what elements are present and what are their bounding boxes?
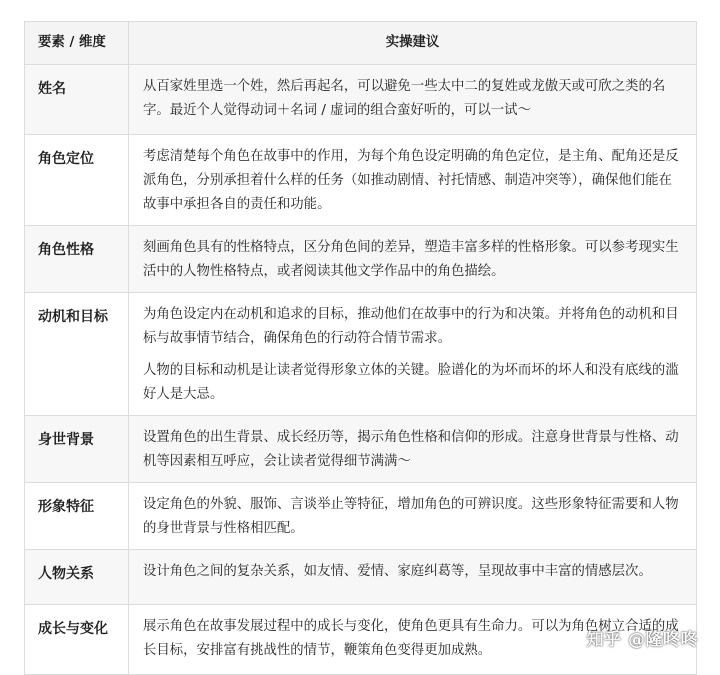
dimension-cell: 人物关系 (25, 550, 129, 605)
table-row (25, 226, 697, 293)
advice-cell (129, 293, 697, 416)
header-advice: 实操建议 (129, 22, 697, 65)
advice-cell (129, 226, 697, 293)
character-design-table (24, 21, 697, 675)
advice-cell (129, 550, 697, 605)
zhihu-watermark: 知乎 @隆咚咚 (586, 630, 698, 650)
dimension-cell: 身世背景 (25, 416, 129, 483)
advice-text: 设计角色之间的复杂关系，如友情、爱情、家庭纠葛等，呈现故事中丰富的情感层次。 (143, 564, 652, 579)
dimension-cell: 角色定位 (25, 135, 129, 226)
dimension-cell: 姓名 (25, 65, 129, 135)
table-row (25, 483, 697, 550)
advice-text: 设置角色的出生背景、成长经历等，揭示角色性格和信仰的形成。注意身世背景与性格、动机等因素相互呼应，会让读者觉得细节满满～ (143, 430, 679, 469)
advice-text: 考虑清楚每个角色在故事中的作用，为每个角色设定明确的角色定位，是主角、配角还是反派角色，分别承担着什么样的任务（如推动剧情、衬托情感、制造冲突等），确保他们能在故事中承担各自的责任和功能。 (143, 149, 679, 212)
dimension-cell: 动机和目标 (25, 293, 129, 416)
dimension-cell: 成长与变化 (25, 605, 129, 675)
table-header (25, 22, 697, 65)
table-row (25, 550, 697, 605)
advice-cell (129, 65, 697, 135)
advice-text: 为角色设定内在动机和追求的目标，推动他们在故事中的行为和决策。并将角色的动机和目标与故事情节结合，确保角色的行动符合情节需求。 (143, 307, 679, 346)
advice-text: 人物的目标和动机是让读者觉得形象立体的关键。脸谱化的为坏而坏的坏人和没有底线的滥好人是大忌。 (143, 363, 679, 402)
advice-text: 设定角色的外貌、服饰、言谈举止等特征，增加角色的可辨识度。这些形象特征需要和人物的身世背景与性格相匹配。 (143, 497, 679, 536)
advice-cell (129, 483, 697, 550)
table-row (25, 416, 697, 483)
dimension-cell: 形象特征 (25, 483, 129, 550)
advice-text: 从百家姓里选一个姓，然后再起名，可以避免一些太中二的复姓或龙傲天或可欣之类的名字。最近个人觉得动词＋名词 / 虚词的组合蛮好听的，可以一试～ (143, 79, 666, 118)
advice-text: 展示角色在故事发展过程中的成长与变化，使角色更具有生命力。可以为角色树立合适的成长目标，安排富有挑战性的情节，鞭策角色变得更加成熟。 (143, 619, 679, 658)
advice-cell (129, 135, 697, 226)
table-row (25, 65, 697, 135)
character-design-table-wrapper (24, 21, 696, 675)
table-row (25, 293, 697, 416)
advice-cell (129, 416, 697, 483)
table-row (25, 135, 697, 226)
header-row (25, 22, 697, 65)
table-body (25, 65, 697, 675)
header-dimension: 要素 / 维度 (25, 22, 129, 65)
advice-text: 刻画角色具有的性格特点，区分角色间的差异，塑造丰富多样的性格形象。可以参考现实生活中的人物性格特点，或者阅读其他文学作品中的角色描绘。 (143, 240, 679, 279)
dimension-cell: 角色性格 (25, 226, 129, 293)
